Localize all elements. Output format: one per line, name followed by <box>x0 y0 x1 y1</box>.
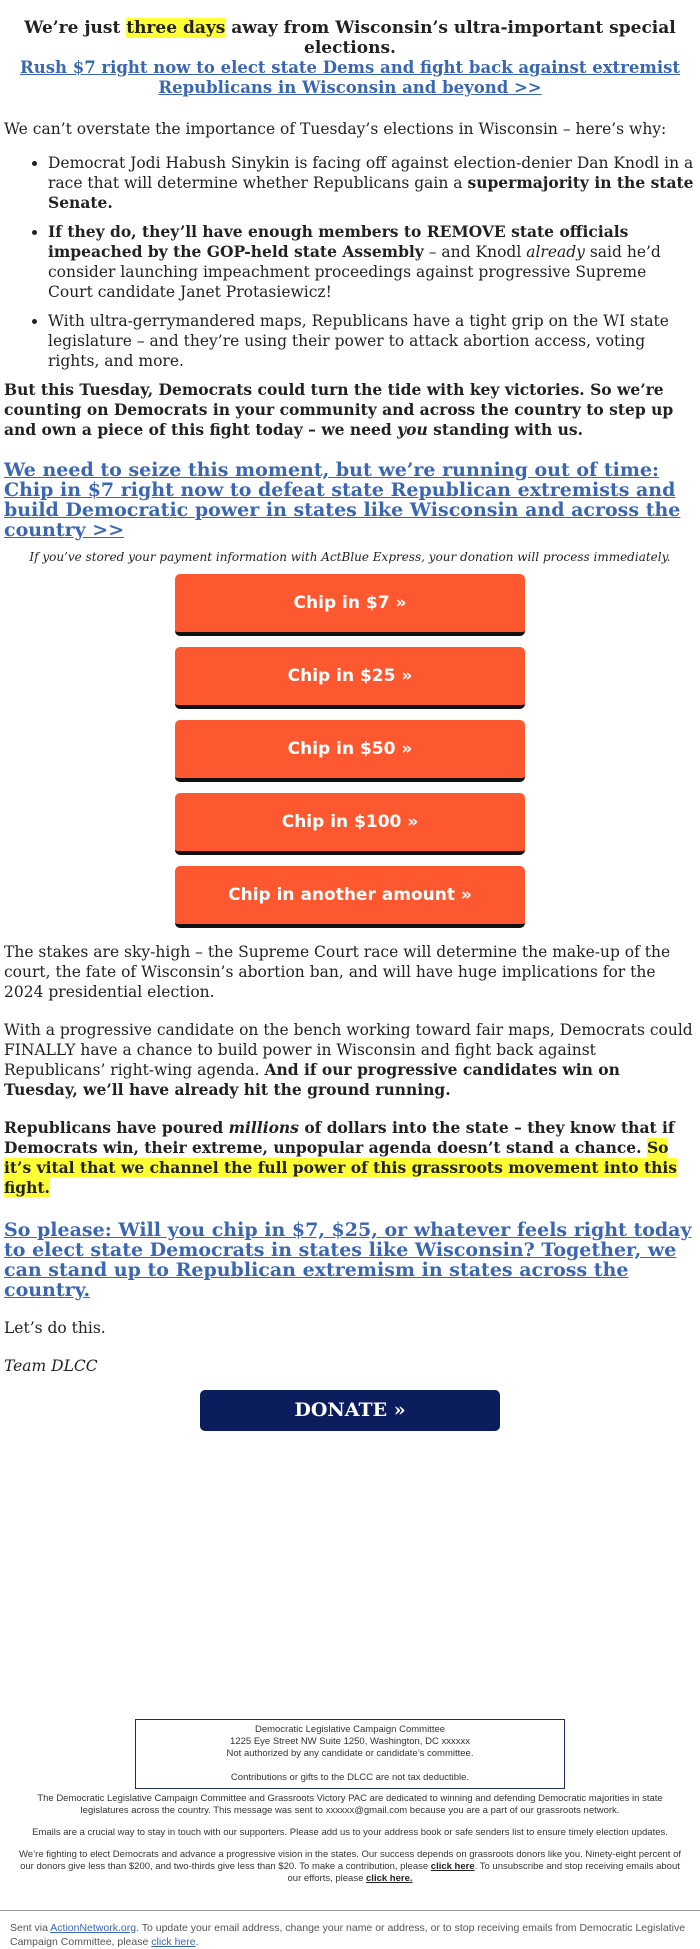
tide-paragraph <box>4 380 696 440</box>
list-item <box>48 311 696 371</box>
millions-highlight: So it’s vital that we channel the full power of this grassroots movement into this fight. <box>4 1138 678 1197</box>
chip-50-button[interactable]: Chip in $50 » <box>175 720 525 782</box>
signature: Team DLCC <box>4 1357 98 1375</box>
cta-donate-link-1[interactable]: We need to seize this moment, but we’re running out of time: Chip in $7 right now to defeat state Republican extremists and build Democratic power in states like Wisconsin and across the country >> <box>4 459 681 541</box>
footer-box-spacer <box>136 1760 564 1772</box>
reason-text: Democrat Jodi Habush Sinykin is facing off against election-denier Dan Knodl in a race that will determine whether Republicans gain a <box>48 154 694 192</box>
sent-via-span: . To update your email address, change your name or address, or to stop receiving emails from Democratic Legislative Campaign Committee, please <box>10 1922 686 1948</box>
footer-donors-span: . To unsubscribe and stop receiving emails about our efforts, please <box>287 1861 680 1884</box>
sent-via-text <box>0 1921 700 1949</box>
reason-text: – and Knodl <box>423 243 527 261</box>
reason-bold: If they do, they’ll have enough members to REMOVE state officials impeached by the GOP-held state Assembly <box>48 222 629 261</box>
millions-text: Republicans have poured <box>4 1118 229 1137</box>
progressive-bold: And if our progressive candidates win on Tuesday, we’ll have already hit the ground running. <box>4 1060 620 1099</box>
unsubscribe-link[interactable]: click here. <box>366 1873 413 1884</box>
stakes-paragraph: The stakes are sky-high – the Supreme Court race will determine the make-up of the court, the fate of Wisconsin’s abortion ban, and will have huge implications for the 2024 presidential election. <box>4 943 671 1001</box>
tide-text: standing with us. <box>427 420 584 439</box>
footer-emails-text: Emails are a crucial way to stay in touch with our supporters. Please add us to your address book or safe senders list to ensure timely election updates. <box>32 1827 668 1838</box>
actionnetwork-link[interactable]: ActionNetwork.org <box>50 1922 137 1934</box>
cta-donate-link-2[interactable]: So please: Will you chip in $7, $25, or whatever feels right today to elect state Democrats in states like Wisconsin? Together, we can stand up to Republican extremism in states across the country. <box>4 1219 692 1301</box>
committee-address: 1225 Eye Street NW Suite 1250, Washington, DC xxxxxx <box>230 1736 470 1747</box>
headline-post: away from Wisconsin’s ultra-important special elections. <box>225 18 676 58</box>
chip-buttons <box>175 574 525 928</box>
reason-text: With ultra-gerrymandered maps, Republicans have a tight grip on the WI state legislature – and they’re using their power to attack abortion access, voting rights, and more. <box>48 312 669 370</box>
authorization-note: Not authorized by any candidate or candidate’s committee. <box>226 1748 474 1759</box>
footer-donors-span: We’re fighting to elect Democrats and advance a progressive vision in the states. Our success depends on grassroots donors like you. Ninety-eight percent of our donors give less than $200, and two-thirds give less than $20. To make a contribution, please <box>18 1849 681 1872</box>
headline <box>4 18 696 58</box>
headline-highlight: three days <box>126 18 226 38</box>
tide-text: But this Tuesday, Democrats could turn the tide with key victories. So we’re counting on Democrats in your community and across the country to step up and own a piece of this fight today – we need <box>4 380 674 439</box>
footer-divider <box>0 1910 700 1911</box>
chip-25-button[interactable]: Chip in $25 » <box>175 647 525 709</box>
chip-100-button[interactable]: Chip in $100 » <box>175 793 525 855</box>
update-preferences-link[interactable]: click here <box>151 1936 196 1948</box>
tax-note: Contributions or gifts to the DLCC are not tax deductible. <box>230 1772 470 1783</box>
footer-donors-text <box>14 1849 686 1885</box>
sent-via-span: Sent via <box>10 1922 51 1934</box>
donate-button[interactable]: DONATE » <box>200 1390 500 1431</box>
millions-text: of dollars into the state – they know that if Democrats win, their extreme, unpopular agenda doesn’t stand a chance. <box>4 1118 675 1157</box>
contribute-link[interactable]: click here <box>430 1861 475 1872</box>
chip-other-amount-button[interactable]: Chip in another amount » <box>175 866 525 928</box>
headline-pre: We’re just <box>24 18 127 38</box>
actblue-express-note: If you’ve stored your payment information with ActBlue Express, your donation will process immediately. <box>29 550 671 564</box>
reasons-list <box>4 153 696 371</box>
donate-button-row <box>4 1390 696 1431</box>
millions-paragraph <box>4 1118 696 1198</box>
email-body <box>0 18 700 1885</box>
committee-name: Democratic Legislative Campaign Committee <box>254 1724 446 1735</box>
list-item <box>48 153 696 213</box>
tide-italic: you <box>397 420 428 439</box>
intro-paragraph: We can’t overstate the importance of Tuesday’s elections in Wisconsin – here’s why: <box>4 120 667 138</box>
lets-do-this: Let’s do this. <box>4 1319 106 1337</box>
chip-7-button[interactable]: Chip in $7 » <box>175 574 525 636</box>
reason-bold: supermajority in the state Senate. <box>48 173 694 212</box>
progressive-text: With a progressive candidate on the bench working toward fair maps, Democrats could FINALLY have a chance to build power in Wisconsin and fight back against Republicans’ right-wing agenda. <box>4 1021 693 1079</box>
reason-italic: already <box>526 243 585 261</box>
sent-via-span: . <box>195 1936 199 1948</box>
footer-disclaimer-box <box>135 1719 565 1789</box>
headline-donate-link[interactable]: Rush $7 right now to elect state Dems and fight back against extremist Republicans in Wisconsin and beyond >> <box>19 58 680 97</box>
progressive-paragraph <box>4 1020 696 1100</box>
millions-italic: millions <box>228 1118 299 1137</box>
list-item <box>48 222 696 302</box>
reason-text: said he’d consider launching impeachment proceedings against progressive Supreme Court candidate Janet Protasiewicz! <box>48 243 661 301</box>
footer-mission-text: The Democratic Legislative Campaign Committee and Grassroots Victory PAC are dedicated to winning and defending Democratic majorities in state legislatures across the country. This message was sent to xxxxxx@gmail.com because you are a part of our grassroots network. <box>37 1793 663 1816</box>
